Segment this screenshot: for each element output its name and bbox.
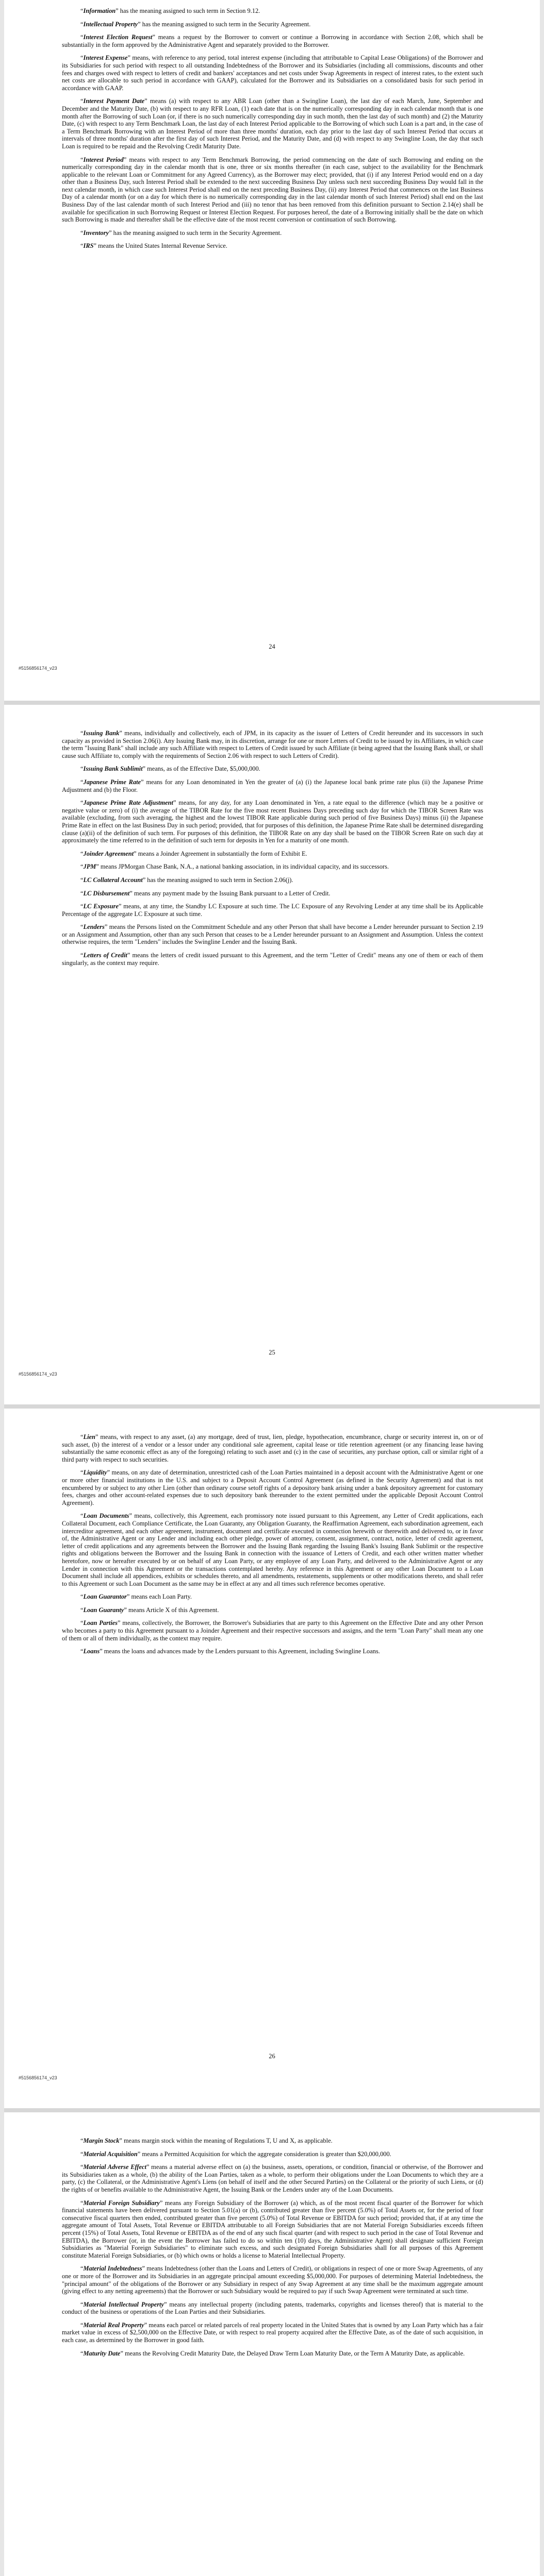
defined-term: Material Adverse Effect <box>83 2163 146 2171</box>
definition-text: means, with respect to any asset, (a) any mortgage, deed of trust, lien, pledge, hypothecation, encumbrance, charge or security interest in, on or of such asset, (b) the interest of a vendor or a lessor under any conditional sale agreement, capital lease or title retention agreement (or any financing lease having substantially the same economic effect as any of the foregoing) relating to such asset and (c) in the case of securities, any purchase option, call or similar right of a third party with respect to such securities. <box>62 1433 483 1463</box>
defined-term: Japanese Prime Rate Adjustment <box>83 799 173 807</box>
definition-paragraph: “Inventory” has the meaning assigned to such term in the Security Agreement. <box>80 229 282 236</box>
definition-text: means any intellectual property (including patents, trademarks, copyrights and licenses thereof) that is material to the conduct of the business or operations of the Loan Parties and their Subsidiaries. <box>62 2300 483 2316</box>
definition-paragraph: “Issuing Bank Sublimit” means, as of the Effective Date, $5,000,000. <box>80 765 260 773</box>
defined-term: Intellectual Property <box>83 20 138 28</box>
definition-paragraph: “LC Collateral Account” has the meaning assigned to such term in Section 2.06(j). <box>80 876 293 884</box>
document-footer-id: #5156856174_v23 <box>19 666 57 671</box>
definition-text: has the meaning assigned to such term in the Security Agreement. <box>140 20 311 28</box>
definition-paragraph: “Loan Guarantor” means each Loan Party. <box>80 1593 192 1601</box>
defined-term: Lenders <box>83 923 105 931</box>
definition-paragraph: “Maturity Date” means the Revolving Credit Maturity Date, the Delayed Draw Term Loan Maturity Date, or the Term A Maturity Date, as applicable. <box>80 2349 465 2357</box>
document-footer-id: #5156856174_v23 <box>19 1371 57 1377</box>
defined-term: Material Foreign Subsidiary <box>83 2199 160 2207</box>
defined-term: Margin Stock <box>83 2137 120 2144</box>
definition-text: means (a) with respect to any ABR Loan (other than a Swingline Loan), the last day of each March, June, September and December and the Maturity Date, (b) with respect to any RFR Loan, (1) each date that is on the numerically corresponding day in each calendar month that is one month after the Borrowing of such Loan (or, if there is no such numerically corresponding day in such month, then the last day of such month) and (2) the Maturity Date, (c) with respect to any Term Benchmark Loan, the last day of each Interest Period applicable to the Borrowing of which such Loan is a part and, in the case of a Term Benchmark Borrowing with an Interest Period of more than three months' duration, each day prior to the last day of such Interest Period that occurs at intervals of three months' duration after the first day of such Interest Period, and the Maturity Date, and (d) with respect to any Swingline Loan, the day that such Loan is required to be repaid and the Revolving Credit Maturity Date. <box>62 97 483 150</box>
document-page <box>4 1409 540 2108</box>
definition-text: means margin stock within the meaning of Regulations T, U and X, as applicable. <box>122 2137 333 2144</box>
defined-term: Material Intellectual Property <box>83 2300 164 2308</box>
document-page <box>4 705 540 1404</box>
definition-paragraph: “Loan Parties” means, collectively, the Borrower, the Borrower's Subsidiaries that are party to this Agreement on the Effective Date and any other Person who becomes a party to this Agreement pursuant to a Joinder Agreement and their respective successors and assigns, and the term "Loan Party" shall mean any one of them or all of them individually, as the context may require. <box>62 1619 483 1642</box>
definition-paragraph: “Material Indebtedness” means Indebtedness (other than the Loans and Letters of Credit), or obligations in respect of one or more Swap Agreements, of any one or more of the Borrower and its Subsidiaries in an aggregate principal amount exceeding $5,000,000. For purposes of determining Material Indebtedness, the "principal amount" of the obligations of the Borrower or any Subsidiary in respect of any Swap Agreement at any time shall be the maximum aggregate amount (giving effect to any netting agreements) that the Borrower or such Subsidiary would be required to pay if such Swap Agreement were terminated at such time. <box>62 2265 483 2295</box>
definition-text: means, for any day, for any Loan denominated in Yen, a rate equal to the difference (which may be a positive or negative value or zero) of (i) the average of the TIBOR Rate for the five most recent Business Days preceding such day for which the TIBOR Screen Rate was available (excluding, from such averaging, the highest and the lowest TIBOR Rate applicable during such period of five Business Days) minus (ii) the Japanese Prime Rate in effect on the last Business Day in such period; provided, that for purposes of this definition, the Japanese Prime Rate shall be determined disregarding clause (a)(ii) of the definition of such term. For purposes of this definition, the TIBOR Rate on any day shall be based on the TIBOR Screen Rate on such day at approximately the time referred to in the definition of such term for deposits in Yen for a maturity of one month. <box>62 799 484 844</box>
definition-paragraph: “Interest Period” means with respect to any Term Benchmark Borrowing, the period commencing on the date of such Borrowing and ending on the numerically corresponding day in the calendar month that is one, three or six months thereafter (in each case, subject to the availability for the Benchmark applicable to the relevant Loan or Commitment for any Agreed Currency), as the Borrower may elect; provided, that (i) if any Interest Period would end on a day other than a Business Day, such Interest Period shall be extended to the next succeeding Business Day unless such next succeeding Business Day would fall in the next calendar month, in which case such Interest Period shall end on the next preceding Business Day, (ii) any Interest Period that commences on the last Business Day of a calendar month (or on a day for which there is no numerically corresponding day in the last calendar month of such Interest Period) shall end on the last Business Day of the last calendar month of such Interest Period and (iii) no tenor that has been removed from this definition pursuant to Section 2.14(e) shall be available for specification in such Borrowing Request or Interest Election Request. For purposes hereof, the date of a Borrowing initially shall be the date on which such Borrowing is made and thereafter shall be the effective date of the most recent conversion or continuation of such Borrowing. <box>62 156 483 224</box>
page-separator <box>4 1404 540 1409</box>
defined-term: Japanese Prime Rate <box>83 778 141 786</box>
defined-term: Loans <box>83 1648 100 1655</box>
defined-term: Material Real Property <box>83 2321 144 2329</box>
definition-text: means Indebtedness (other than the Loans and Letters of Credit), or obligations in respect of one or more Swap Agreements, of any one or more of the Borrower and its Subsidiaries in an aggregate principal amount exceeding $5,000,000. For purposes of determining Material Indebtedness, the "principal amount" of the obligations of the Borrower or any Subsidiary in respect of any Swap Agreement at any time shall be the maximum aggregate amount (giving effect to any netting agreements) that the Borrower or such Subsidiary would be required to pay if such Swap Agreement were terminated at such time. <box>62 2265 483 2295</box>
definition-text: means, on any date of determination, unrestricted cash of the Loan Parties maintained in a deposit account with the Administrative Agent or one or more other financial institutions in the U.S. and subject to a Deposit Account Control Agreement (as defined in the Security Agreement) and that is not encumbered by or subject to any other Lien (other than ordinary course setoff rights of a depository bank arising under a bank depository agreement for customary fees, charges and other account-related expenses due to such depository bank thereunder to the extent permitted under the applicable Deposit Account Control Agreement). <box>62 1469 483 1506</box>
defined-term: Issuing Bank <box>83 730 120 737</box>
defined-term: Interest Payment Date <box>83 97 145 105</box>
defined-term: Information <box>83 7 116 14</box>
defined-term: Material Indebtedness <box>83 2265 142 2273</box>
definition-text: means any Foreign Subsidiary of the Borrower (a) which, as of the most recent fiscal quarter of the Borrower for which financial statements have been delivered pursuant to Section 5.01(a) or (b), contributed greater than five percent (5.0%) of Total Assets or, for the period of four consecutive fiscal quarters then ended, contributed greater than five percent (5.0%) of Total Revenue or EBITDA for such period; provided that, if at any time the aggregate amount of Total Assets, Total Revenue or EBITDA attributable to all Foreign Subsidiaries that are not Material Foreign Subsidiaries exceeds fifteen percent (15%) of Total Assets, Total Revenue or EBITDA as of the end of any such fiscal quarter (and with respect to such period in the case of Total Revenue and EBITDA), the Borrower (or, in the event the Borrower has failed to do so within ten (10) days, the Administrative Agent) shall designate sufficient Foreign Subsidiaries as "Material Foreign Subsidiaries" to eliminate such excess, and such designated Foreign Subsidiaries shall for all purposes of this Agreement constitute Material Foreign Subsidiaries, or (b) which owns or holds a license to Material Intellectual Property. <box>62 2199 483 2259</box>
definition-text: means the United States Internal Revenue Service. <box>96 242 227 250</box>
definition-text: means a request by the Borrower to convert or continue a Borrowing in accordance with Section 2.08, which shall be substantially in the form approved by the Administrative Agent and separately provided to the Borrower. <box>62 33 483 48</box>
definition-text: means with respect to any Term Benchmark Borrowing, the period commencing on the date of such Borrowing and ending on the numerically corresponding day in the calendar month that is one, three or six months thereafter (in each case, subject to the availability for the Benchmark applicable to the relevant Loan or Commitment for any Agreed Currency), as the Borrower may elect; provided, that (i) if any Interest Period would end on a day other than a Business Day, such Interest Period shall be extended to the next succeeding Business Day unless such next succeeding Business Day would fall in the next calendar month, in which case such Interest Period shall end on the next preceding Business Day, (ii) any Interest Period that commences on the last Business Day of a calendar month (or on a day for which there is no numerically corresponding day in the last calendar month of such Interest Period) shall end on the last Business Day of the last calendar month of such Interest Period and (iii) no tenor that has been removed from this definition pursuant to Section 2.14(e) shall be available for specification in such Borrowing Request or Interest Election Request. For purposes hereof, the date of a Borrowing initially shall be the date on which such Borrowing is made and thereafter shall be the effective date of the most recent conversion or continuation of such Borrowing. <box>62 156 483 224</box>
definition-text: has the meaning assigned to such term in Section 9.12. <box>118 7 260 14</box>
defined-term: Interest Election Request <box>83 33 153 41</box>
definition-text: has the meaning assigned to such term in the Security Agreement. <box>111 229 282 236</box>
definition-paragraph: “Material Real Property” means each parcel or related parcels of real property located in the United States that is owned by any Loan Party which has a fair market value in excess of $2,500,000 on the Effective Date, or with respect to real property acquired after the Effective Date, as of the date of such acquisition, in each case, as determined by the Borrower in good faith. <box>62 2321 484 2344</box>
definition-text: means the Revolving Credit Maturity Date, the Delayed Draw Term Loan Maturity Date, or the Term A Maturity Date, as applicable. <box>123 2349 465 2357</box>
definition-paragraph: “Japanese Prime Rate Adjustment” means, for any day, for any Loan denominated in Yen, a rate equal to the difference (which may be a positive or negative value or zero) of (i) the average of the TIBOR Rate for the five most recent Business Days preceding such day for which the TIBOR Screen Rate was available (excluding, from such averaging, the highest and the lowest TIBOR Rate applicable during such period of five Business Days) minus (ii) the Japanese Prime Rate in effect on the last Business Day in such period; provided, that for purposes of this definition, the Japanese Prime Rate shall be determined disregarding clause (a)(ii) of the definition of such term. For purposes of this definition, the TIBOR Rate on any day shall be based on the TIBOR Screen Rate on such day at approximately the time referred to in the definition of such term for deposits in Yen for a maturity of one month. <box>62 799 484 844</box>
definition-paragraph: “Margin Stock” means margin stock within the meaning of Regulations T, U and X, as applicable. <box>80 2137 333 2144</box>
defined-term: Issuing Bank Sublimit <box>83 765 143 773</box>
definition-paragraph: “Issuing Bank” means, individually and collectively, each of JPM, in its capacity as the issuer of Letters of Credit hereunder and its successors in such capacity as provided in Section 2.06(i). Any Issuing Bank may, in its discretion, arrange for one or more Letters of Credit to be issued by its Affiliates, in which case the term "Issuing Bank" shall include any such Affiliate with respect to Letters of Credit issued by such Affiliate (it being agreed that the Issuing Bank shall, or shall cause such Affiliate to, comply with the requirements of Section 2.06 with respect to such Letters of Credit). <box>62 730 483 759</box>
defined-term: Loan Guaranty <box>83 1606 124 1614</box>
definition-text: means each Loan Party. <box>129 1593 192 1601</box>
definition-text: means, as of the Effective Date, $5,000,000. <box>145 765 260 773</box>
definition-paragraph: “Intellectual Property” has the meaning assigned to such term in the Security Agreement. <box>80 20 311 28</box>
definition-paragraph: “Joinder Agreement” means a Joinder Agreement in substantially the form of Exhibit E. <box>80 850 307 857</box>
defined-term: LC Collateral Account <box>83 876 143 884</box>
definition-text: means a Permitted Acquisition for which the aggregate consideration is greater than $20,000,000. <box>140 2150 391 2158</box>
definition-paragraph: “LC Disbursement” means any payment made by the Issuing Bank pursuant to a Letter of Credit. <box>80 889 331 897</box>
defined-term: Material Acquisition <box>83 2150 138 2158</box>
definition-text: means Article X of this Agreement. <box>126 1606 219 1614</box>
page-number: 26 <box>269 2053 275 2060</box>
definition-paragraph: “Material Adverse Effect” means a material adverse effect on (a) the business, assets, operations, or condition, financial or otherwise, of the Borrower and its Subsidiaries taken as a whole, (b) the ability of the Loan Parties, taken as a whole, to perform their obligations under the Loan Documents to which they are a party, (c) the Collateral, or the Administrative Agent's Liens (on behalf of itself and the other Secured Parties) on the Collateral or the priority of such Liens, or (d) the rights of or benefits available to the Administrative Agent, the Issuing Bank or the Lenders under any of the Loan Documents. <box>62 2163 483 2193</box>
definition-text: means the letters of credit issued pursuant to this Agreement, and the term "Letter of Credit" means any one of them or each of them singularly, as the context may require. <box>62 952 484 967</box>
definition-text: has the meaning assigned to such term in Section 2.06(j). <box>145 876 293 884</box>
page-separator <box>4 2108 540 2112</box>
defined-term: Inventory <box>83 229 109 236</box>
definition-paragraph: “Lenders” means the Persons listed on the Commitment Schedule and any other Person that shall have become a Lender hereunder pursuant to Section 2.19 or an Assignment and Assumption, other than any such Person that ceases to be a Lender hereunder pursuant to an Assignment and Assumption. Unless the context otherwise requires, the term "Lenders" includes the Swingline Lender and the Issuing Bank. <box>62 923 483 946</box>
definition-text: means, at any time, the Standby LC Exposure at such time. The LC Exposure of any Revolving Lender at any time shall be its Applicable Percentage of the aggregate LC Exposure at such time. <box>62 903 483 918</box>
definition-paragraph: “Letters of Credit” means the letters of credit issued pursuant to this Agreement, and the term "Letter of Credit" means any one of them or each of them singularly, as the context may require. <box>62 952 484 967</box>
definition-paragraph: “JPM” means JPMorgan Chase Bank, N.A., a national banking association, in its individual capacity, and its successors. <box>80 863 389 871</box>
defined-term: Interest Period <box>83 156 124 163</box>
definition-paragraph: “Interest Expense” means, with reference to any period, total interest expense (including that attributable to Capital Lease Obligations) of the Borrower and its Subsidiaries for such period with respect to all outstanding Indebtedness of the Borrower and its Subsidiaries (including all commissions, discounts and other fees and charges owed with respect to letters of credit and bankers' acceptances and net costs under Swap Agreements in respect of interest rates, to the extent such net costs are allocable to such period in accordance with GAAP), calculated for the Borrower and its Subsidiaries on a consolidated basis for such period in accordance with GAAP. <box>62 54 483 92</box>
defined-term: IRS <box>83 242 94 250</box>
definition-text: means JPMorgan Chase Bank, N.A., a national banking association, in its individual capacity, and its successors. <box>98 863 389 871</box>
definition-text: means the loans and advances made by the Lenders pursuant to this Agreement, including Swingline Loans. <box>102 1648 380 1655</box>
definition-text: means a Joinder Agreement in substantially the form of Exhibit E. <box>136 850 307 857</box>
definition-paragraph: “Lien” means, with respect to any asset, (a) any mortgage, deed of trust, lien, pledge, hypothecation, encumbrance, charge or security interest in, on or of such asset, (b) the interest of a vendor or a lessor under any conditional sale agreement, capital lease or title retention agreement (or any financing lease having substantially the same economic effect as any of the foregoing) relating to such asset and (c) in the case of securities, any purchase option, call or similar right of a third party with respect to such securities. <box>62 1433 483 1463</box>
definition-paragraph: “LC Exposure” means, at any time, the Standby LC Exposure at such time. The LC Exposure of any Revolving Lender at any time shall be its Applicable Percentage of the aggregate LC Exposure at such time. <box>62 903 483 918</box>
defined-term: Letters of Credit <box>83 952 127 959</box>
definition-text: means for any Loan denominated in Yen the greater of (a) (i) the Japanese local bank prime rate plus (ii) the Japanese Prime Adjustment and (b) the Floor. <box>62 778 484 793</box>
definition-paragraph: “Loan Documents” means, collectively, this Agreement, each promissory note issued pursuant to this Agreement, any Letter of Credit applications, each Collateral Document, each Compliance Certificate, the Loan Guaranty, any Obligation Guaranty, the Reaffirmation Agreement, each subordination agreement, each intercreditor agreement, and each other agreement, instrument, document and certificate executed in connection herewith or therewith and delivered to, or in favor of, the Administrative Agent or any Lender and including each other pledge, power of attorney, consent, assignment, contract, notice, letter of credit agreement, letter of credit applications and any agreements between the Borrower and the Issuing Bank regarding the Issuing Bank's Issuing Bank Sublimit or the respective rights and obligations between the Borrower and the Issuing Bank in connection with the issuance of Letters of Credit, and each other written matter whether heretofore, now or hereafter executed by or on behalf of any Loan Party, or any employee of any Loan Party, and delivered to the Administrative Agent or any Lender in connection with this Agreement or the transactions contemplated hereby. Any reference in this Agreement or any other Loan Document to a Loan Document shall include all appendices, exhibits or schedules thereto, and all amendments, restatements, supplements or other modifications thereto, and shall refer to this Agreement or such Loan Document as the same may be in effect at any and all times such reference becomes operative. <box>62 1512 483 1587</box>
page-separator <box>4 701 540 705</box>
defined-term: LC Exposure <box>83 903 119 910</box>
definition-text: means the Persons listed on the Commitment Schedule and any other Person that shall have become a Lender hereunder pursuant to Section 2.19 or an Assignment and Assumption, other than any such Person that ceases to be a Lender hereunder pursuant to an Assignment and Assumption. Unless the context otherwise requires, the term "Lenders" includes the Swingline Lender and the Issuing Bank. <box>62 923 483 946</box>
defined-term: Loan Parties <box>83 1619 118 1627</box>
definition-text: means, collectively, the Borrower, the Borrower's Subsidiaries that are party to this Agreement on the Effective Date and any other Person who becomes a party to this Agreement pursuant to a Joinder Agreement and their respective successors and assigns, and the term "Loan Party" shall mean any one of them or all of them individually, as the context may require. <box>62 1619 483 1642</box>
defined-term: Liquidity <box>83 1469 107 1477</box>
defined-term: LC Disbursement <box>83 889 130 897</box>
defined-term: Maturity Date <box>83 2349 121 2357</box>
definition-paragraph: “Interest Payment Date” means (a) with respect to any ABR Loan (other than a Swingline Loan), the last day of each March, June, September and December and the Maturity Date, (b) with respect to any RFR Loan, (1) each date that is on the numerically corresponding day in each calendar month that is one month after the Borrowing of such Loan (or, if there is no such numerically corresponding day in such month, then the last day of such month) and (2) the Maturity Date, (c) with respect to any Term Benchmark Loan, the last day of each Interest Period applicable to the Borrowing of which such Loan is a part and, in the case of a Term Benchmark Borrowing with an Interest Period of more than three months' duration, each day prior to the last day of such Interest Period that occurs at intervals of three months' duration after the first day of such Interest Period, and the Maturity Date, and (d) with respect to any Swingline Loan, the day that such Loan is required to be repaid and the Revolving Credit Maturity Date. <box>62 97 483 150</box>
definition-paragraph: “Loans” means the loans and advances made by the Lenders pursuant to this Agreement, including Swingline Loans. <box>80 1648 380 1655</box>
defined-term: Joinder Agreement <box>83 850 134 857</box>
definition-paragraph: “Material Intellectual Property” means any intellectual property (including patents, trademarks, copyrights and licenses thereof) that is material to the conduct of the business or operations of the Loan Parties and their Subsidiaries. <box>62 2300 483 2316</box>
defined-term: Loan Guarantor <box>83 1593 127 1601</box>
page-number: 24 <box>269 643 275 650</box>
definition-paragraph: “Material Foreign Subsidiary” means any Foreign Subsidiary of the Borrower (a) which, as of the most recent fiscal quarter of the Borrower for which financial statements have been delivered pursuant to Section 5.01(a) or (b), contributed greater than five percent (5.0%) of Total Assets or, for the period of four consecutive fiscal quarters then ended, contributed greater than five percent (5.0%) of Total Revenue or EBITDA for such period; provided that, if at any time the aggregate amount of Total Assets, Total Revenue or EBITDA attributable to all Foreign Subsidiaries that are not Material Foreign Subsidiaries exceeds fifteen percent (15%) of Total Assets, Total Revenue or EBITDA as of the end of any such fiscal quarter (and with respect to such period in the case of Total Revenue and EBITDA), the Borrower (or, in the event the Borrower has failed to do so within ten (10) days, the Administrative Agent) shall designate sufficient Foreign Subsidiaries as "Material Foreign Subsidiaries" to eliminate such excess, and such designated Foreign Subsidiaries shall for all purposes of this Agreement constitute Material Foreign Subsidiaries, or (b) which owns or holds a license to Material Intellectual Property. <box>62 2199 483 2259</box>
definition-paragraph: “Material Acquisition” means a Permitted Acquisition for which the aggregate consideration is greater than $20,000,000. <box>80 2150 391 2158</box>
document-page <box>4 0 540 701</box>
definition-text: means, with reference to any period, total interest expense (including that attributable to Capital Lease Obligations) of the Borrower and its Subsidiaries for such period with respect to all outstanding Indebtedness of the Borrower and its Subsidiaries (including all commissions, discounts and other fees and charges owed with respect to letters of credit and bankers' acceptances and net costs under Swap Agreements in respect of interest rates, to the extent such net costs are allocable to such period in accordance with GAAP), calculated for the Borrower and its Subsidiaries on a consolidated basis for such period in accordance with GAAP. <box>62 54 483 92</box>
defined-term: Loan Documents <box>83 1512 129 1520</box>
document-footer-id: #5156856174_v23 <box>19 2075 57 2080</box>
document-page <box>4 2112 540 2576</box>
definition-paragraph: “Interest Election Request” means a request by the Borrower to convert or continue a Borrowing in accordance with Section 2.08, which shall be substantially in the form approved by the Administrative Agent and separately provided to the Borrower. <box>62 33 483 48</box>
definition-paragraph: “Information” has the meaning assigned to such term in Section 9.12. <box>80 7 260 14</box>
definition-paragraph: “Loan Guaranty” means Article X of this Agreement. <box>80 1606 219 1614</box>
defined-term: Lien <box>83 1433 95 1440</box>
defined-term: JPM <box>83 863 96 871</box>
definition-text: means each parcel or related parcels of real property located in the United States that is owned by any Loan Party which has a fair market value in excess of $2,500,000 on the Effective Date, or with respect to real property acquired after the Effective Date, as of the date of such acquisition, in each case, as determined by the Borrower in good faith. <box>62 2321 484 2344</box>
page-number: 25 <box>269 1349 275 1356</box>
definition-text: means any payment made by the Issuing Bank pursuant to a Letter of Credit. <box>132 889 331 897</box>
defined-term: Interest Expense <box>83 54 128 62</box>
definition-text: means, individually and collectively, each of JPM, in its capacity as the issuer of Letters of Credit hereunder and its successors in such capacity as provided in Section 2.06(i). Any Issuing Bank may, in its discretion, arrange for one or more Letters of Credit to be issued by its Affiliates, in which case the term "Issuing Bank" shall include any such Affiliate with respect to Letters of Credit issued by such Affiliate (it being agreed that the Issuing Bank shall, or shall cause such Affiliate to, comply with the requirements of Section 2.06 with respect to such Letters of Credit). <box>62 730 483 759</box>
definition-text: means a material adverse effect on (a) the business, assets, operations, or condition, financial or otherwise, of the Borrower and its Subsidiaries taken as a whole, (b) the ability of the Loan Parties, taken as a whole, to perform their obligations under the Loan Documents to which they are a party, (c) the Collateral, or the Administrative Agent's Liens (on behalf of itself and the other Secured Parties) on the Collateral or the priority of such Liens, or (d) the rights of or benefits available to the Administrative Agent, the Issuing Bank or the Lenders under any of the Loan Documents. <box>62 2163 483 2193</box>
definition-text: means, collectively, this Agreement, each promissory note issued pursuant to this Agreement, any Letter of Credit applications, each Collateral Document, each Compliance Certificate, the Loan Guaranty, any Obligation Guaranty, the Reaffirmation Agreement, each subordination agreement, each intercreditor agreement, and each other agreement, instrument, document and certificate executed in connection herewith or therewith and delivered to, or in favor of, the Administrative Agent or any Lender and including each other pledge, power of attorney, consent, assignment, contract, notice, letter of credit agreement, letter of credit applications and any agreements between the Borrower and the Issuing Bank regarding the Issuing Bank's Issuing Bank Sublimit or the respective rights and obligations between the Borrower and the Issuing Bank in connection with the issuance of Letters of Credit, and each other written matter whether heretofore, now or hereafter executed by or on behalf of any Loan Party, or any employee of any Loan Party, and delivered to the Administrative Agent or any Lender in connection with this Agreement or the transactions contemplated hereby. Any reference in this Agreement or any other Loan Document to a Loan Document shall include all appendices, exhibits or schedules thereto, and all amendments, restatements, supplements or other modifications thereto, and shall refer to this Agreement or such Loan Document as the same may be in effect at any and all times such reference becomes operative. <box>62 1512 483 1587</box>
definition-paragraph: “IRS” means the United States Internal Revenue Service. <box>80 242 227 250</box>
definition-paragraph: “Liquidity” means, on any date of determination, unrestricted cash of the Loan Parties maintained in a deposit account with the Administrative Agent or one or more other financial institutions in the U.S. and subject to a Deposit Account Control Agreement (as defined in the Security Agreement) and that is not encumbered by or subject to any other Lien (other than ordinary course setoff rights of a depository bank arising under a bank depository agreement for customary fees, charges and other account-related expenses due to such depository bank thereunder to the extent permitted under the applicable Deposit Account Control Agreement). <box>62 1469 483 1506</box>
definition-paragraph: “Japanese Prime Rate” means for any Loan denominated in Yen the greater of (a) (i) the Japanese local bank prime rate plus (ii) the Japanese Prime Adjustment and (b) the Floor. <box>62 778 484 793</box>
